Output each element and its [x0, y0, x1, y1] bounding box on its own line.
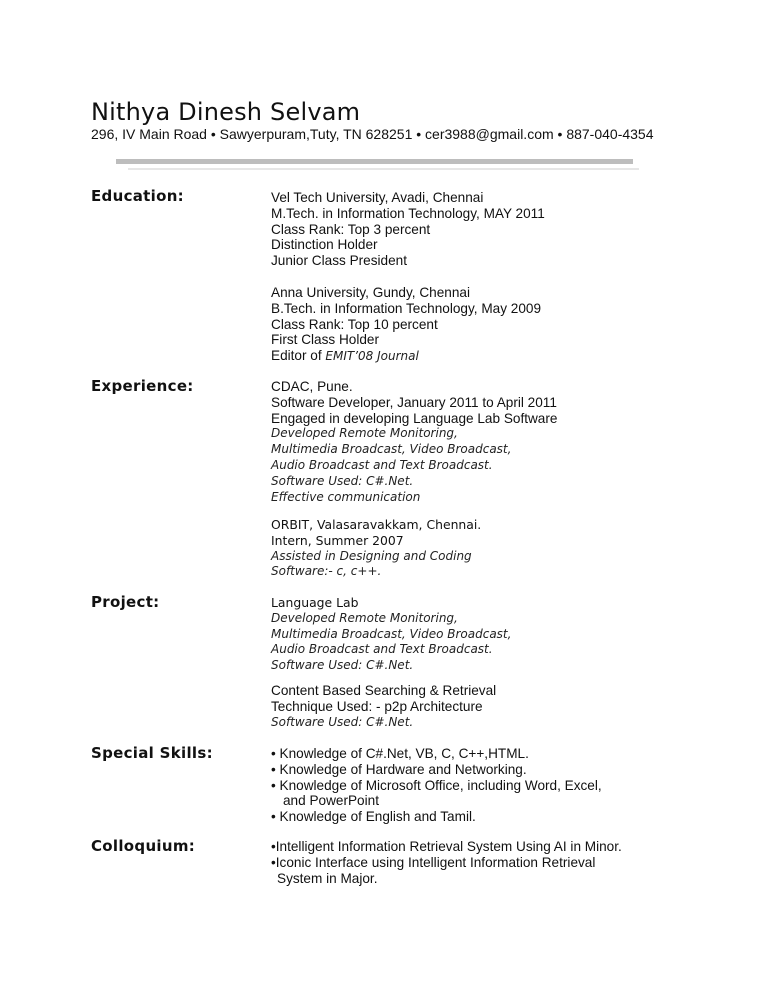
- project-technique: Technique Used: - p2p Architecture: [271, 698, 483, 714]
- job-detail: Assisted in Designing and Coding: [271, 548, 472, 563]
- job-role: Software Developer, January 2011 to April 2011: [271, 394, 557, 410]
- project-name: Language Lab: [271, 595, 359, 610]
- honor: Distinction Holder: [271, 237, 378, 253]
- contact-line: 296, IV Main Road • Sawyerpuram,Tuty, TN 628251 • cer3988@gmail.com • 887-040-4354: [91, 126, 654, 142]
- project-detail: Multimedia Broadcast, Video Broadcast,: [271, 626, 512, 641]
- honor: First Class Holder: [271, 332, 380, 348]
- school-name: Anna University, Gundy, Chennai: [271, 285, 470, 300]
- class-rank: Class Rank: Top 3 percent: [271, 221, 431, 237]
- degree: M.Tech. in Information Technology, MAY 2011: [271, 205, 545, 221]
- skill-item: • Knowledge of Microsoft Office, including Word, Excel,: [271, 777, 602, 793]
- colloquium-item: •Iconic Interface using Intelligent Information Retrieval: [271, 854, 596, 870]
- degree: B.Tech. in Information Technology, May 2009: [271, 300, 542, 316]
- job-detail: Audio Broadcast and Text Broadcast.: [271, 457, 493, 472]
- class-rank: Class Rank: Top 10 percent: [271, 316, 438, 332]
- project-detail: Software Used: C#.Net.: [271, 658, 414, 673]
- job-role: Intern, Summer 2007: [271, 532, 404, 548]
- header-divider: [116, 159, 633, 164]
- experience-heading: Experience:: [91, 377, 194, 395]
- education-entry-veltech: [271, 190, 545, 269]
- editor-prefix: Editor of: [271, 348, 326, 364]
- school-name: Vel Tech University, Avadi, Chennai: [271, 190, 484, 205]
- job-detail: Multimedia Broadcast, Video Broadcast,: [271, 442, 512, 457]
- colloquium-item-continued: System in Major.: [277, 870, 378, 886]
- experience-entry-cdac: [271, 379, 557, 505]
- header-divider-shadow: [128, 168, 639, 170]
- education-heading: Education:: [91, 187, 184, 205]
- project-entry-cbsr: [271, 683, 496, 730]
- project-heading: Project:: [91, 593, 160, 611]
- skill-item: • Knowledge of C#.Net, VB, C, C++,HTML.: [271, 746, 529, 761]
- job-detail: Effective communication: [271, 489, 421, 504]
- skills-list: [271, 746, 602, 825]
- skill-item: • Knowledge of English and Tamil.: [271, 809, 476, 825]
- job-detail: Software:- c, c++.: [271, 564, 382, 579]
- project-detail: Audio Broadcast and Text Broadcast.: [271, 642, 493, 657]
- skill-item: • Knowledge of Hardware and Networking.: [271, 761, 527, 777]
- education-entry-anna: [271, 285, 541, 364]
- company-name: ORBIT, Valasaravakkam, Chennai.: [271, 517, 482, 532]
- company-name: CDAC, Pune.: [271, 379, 353, 394]
- colloquium-list: [271, 839, 622, 886]
- job-detail: Developed Remote Monitoring,: [271, 426, 458, 441]
- skills-heading: Special Skills:: [91, 744, 213, 762]
- project-detail: Developed Remote Monitoring,: [271, 610, 458, 625]
- project-software: Software Used: C#.Net.: [271, 714, 414, 729]
- candidate-name: Nithya Dinesh Selvam: [91, 98, 361, 126]
- honor: Junior Class President: [271, 253, 407, 269]
- job-description: Engaged in developing Language Lab Software: [271, 410, 558, 426]
- job-detail: Software Used: C#.Net.: [271, 473, 414, 488]
- project-entry-language-lab: [271, 595, 511, 674]
- colloquium-heading: Colloquium:: [91, 837, 196, 855]
- project-name: Content Based Searching & Retrieval: [271, 683, 497, 698]
- colloquium-item: •Intelligent Information Retrieval System Using AI in Minor.: [271, 839, 622, 854]
- editor-line: [271, 348, 541, 364]
- skill-item-continued: and PowerPoint: [283, 793, 379, 809]
- journal-name: EMIT’08 Journal: [325, 349, 419, 364]
- experience-entry-orbit: [271, 517, 481, 580]
